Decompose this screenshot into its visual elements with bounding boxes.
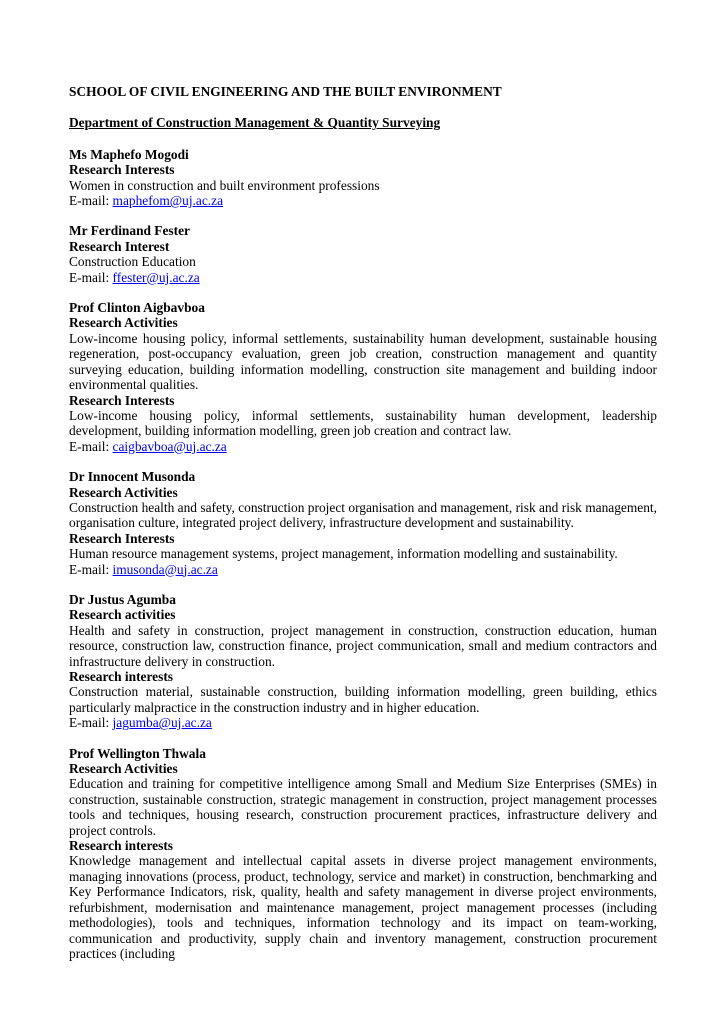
staff-name: Prof Clinton Aigbavboa [69, 300, 205, 316]
email-link[interactable]: maphefom@uj.ac.za [112, 193, 224, 209]
section-text: Education and training for competitive intelligence among Small and Medium Size Enterprises (SMEs) in construction, sustainable construction, strategic management in construction, project management processes tools and techniques, housing research, construction procurement practices, infrastructure delivery and project controls. [69, 776, 657, 838]
staff-name: Ms Maphefo Mogodi [69, 146, 189, 162]
email-line [69, 715, 657, 730]
staff-name: Mr Ferdinand Fester [69, 223, 190, 239]
section-heading: Research Activities [69, 484, 178, 500]
section-text: Women in construction and built environment professions [69, 177, 380, 193]
section-heading: Research Interests [69, 392, 175, 408]
section-heading: Research interests [69, 669, 173, 684]
section-text: Low-income housing policy, informal settlements, sustainability human development, sustainable housing regeneration, post-occupancy evaluation, green job creation, construction management and quantity surveying education, building information modelling, construction site management and building indoor environmental qualities. [69, 330, 657, 393]
section-heading: Research Interests [69, 162, 175, 178]
section-heading: Research Interests [69, 530, 175, 546]
staff-entry [69, 223, 657, 285]
staff-name: Dr Justus Agumba [69, 591, 176, 607]
email-line [69, 270, 657, 285]
email-link[interactable]: caigbavboa@uj.ac.za [112, 438, 227, 454]
section-heading: Research Interest [69, 238, 170, 254]
email-line [69, 193, 657, 208]
staff-name: Dr Innocent Musonda [69, 469, 196, 485]
staff-entry [69, 147, 657, 209]
section-heading: Research activities [69, 607, 176, 623]
email-line [69, 562, 657, 577]
email-link[interactable]: imusonda@uj.ac.za [112, 561, 218, 577]
section-text: Construction health and safety, construction project organisation and management, risk and risk management, organisation culture, integrated project delivery, infrastructure development and sustainability. [69, 499, 657, 531]
section-heading: Research Activities [69, 315, 178, 331]
staff-name: Prof Wellington Thwala [69, 745, 206, 761]
section-text: Knowledge management and intellectual capital assets in diverse project management environments, managing innovations (process, product, technology, service and market) in construction, benchmarking and Key Performance Indicators, risk, quality, health and safety management in diverse project environments, refurbishment, modernisation and maintenance management, project management processes (including methodologies), tools and techniques, information technology and its impact on team-working, communication and productivity, supply chain and inventory management, construction procurement practices (including [69, 853, 657, 961]
section-text: Health and safety in construction, project management in construction, construction education, human resource, construction law, construction finance, project communication, small and medium contractors and infrastructure delivery in construction. [69, 622, 657, 669]
section-text: Construction material, sustainable construction, building information modelling, green building, ethics particularly malpractice in the construction industry and in higher education. [69, 684, 657, 715]
department-title: Department of Construction Management & Quantity Surveying [69, 115, 441, 131]
email-label: E-mail: [69, 438, 110, 454]
section-heading: Research Activities [69, 761, 178, 777]
email-link[interactable]: jagumba@uj.ac.za [112, 715, 212, 731]
section-text: Low-income housing policy, informal settlements, sustainability human development, leadership development, building information modelling, green job creation and contract law. [69, 407, 657, 439]
email-line [69, 439, 657, 454]
staff-entry [69, 300, 657, 454]
staff-entry [69, 746, 657, 962]
email-label: E-mail: [69, 715, 110, 731]
school-title: SCHOOL OF CIVIL ENGINEERING AND THE BUILT ENVIRONMENT [69, 84, 502, 99]
staff-entry [69, 592, 657, 731]
email-label: E-mail: [69, 269, 110, 285]
section-text: Human resource management systems, project management, information modelling and sustainability. [69, 546, 618, 562]
staff-entry [69, 469, 657, 577]
email-label: E-mail: [69, 561, 110, 577]
email-label: E-mail: [69, 193, 110, 209]
email-link[interactable]: ffester@uj.ac.za [112, 269, 200, 285]
section-text: Construction Education [69, 254, 196, 270]
section-heading: Research interests [69, 838, 173, 854]
